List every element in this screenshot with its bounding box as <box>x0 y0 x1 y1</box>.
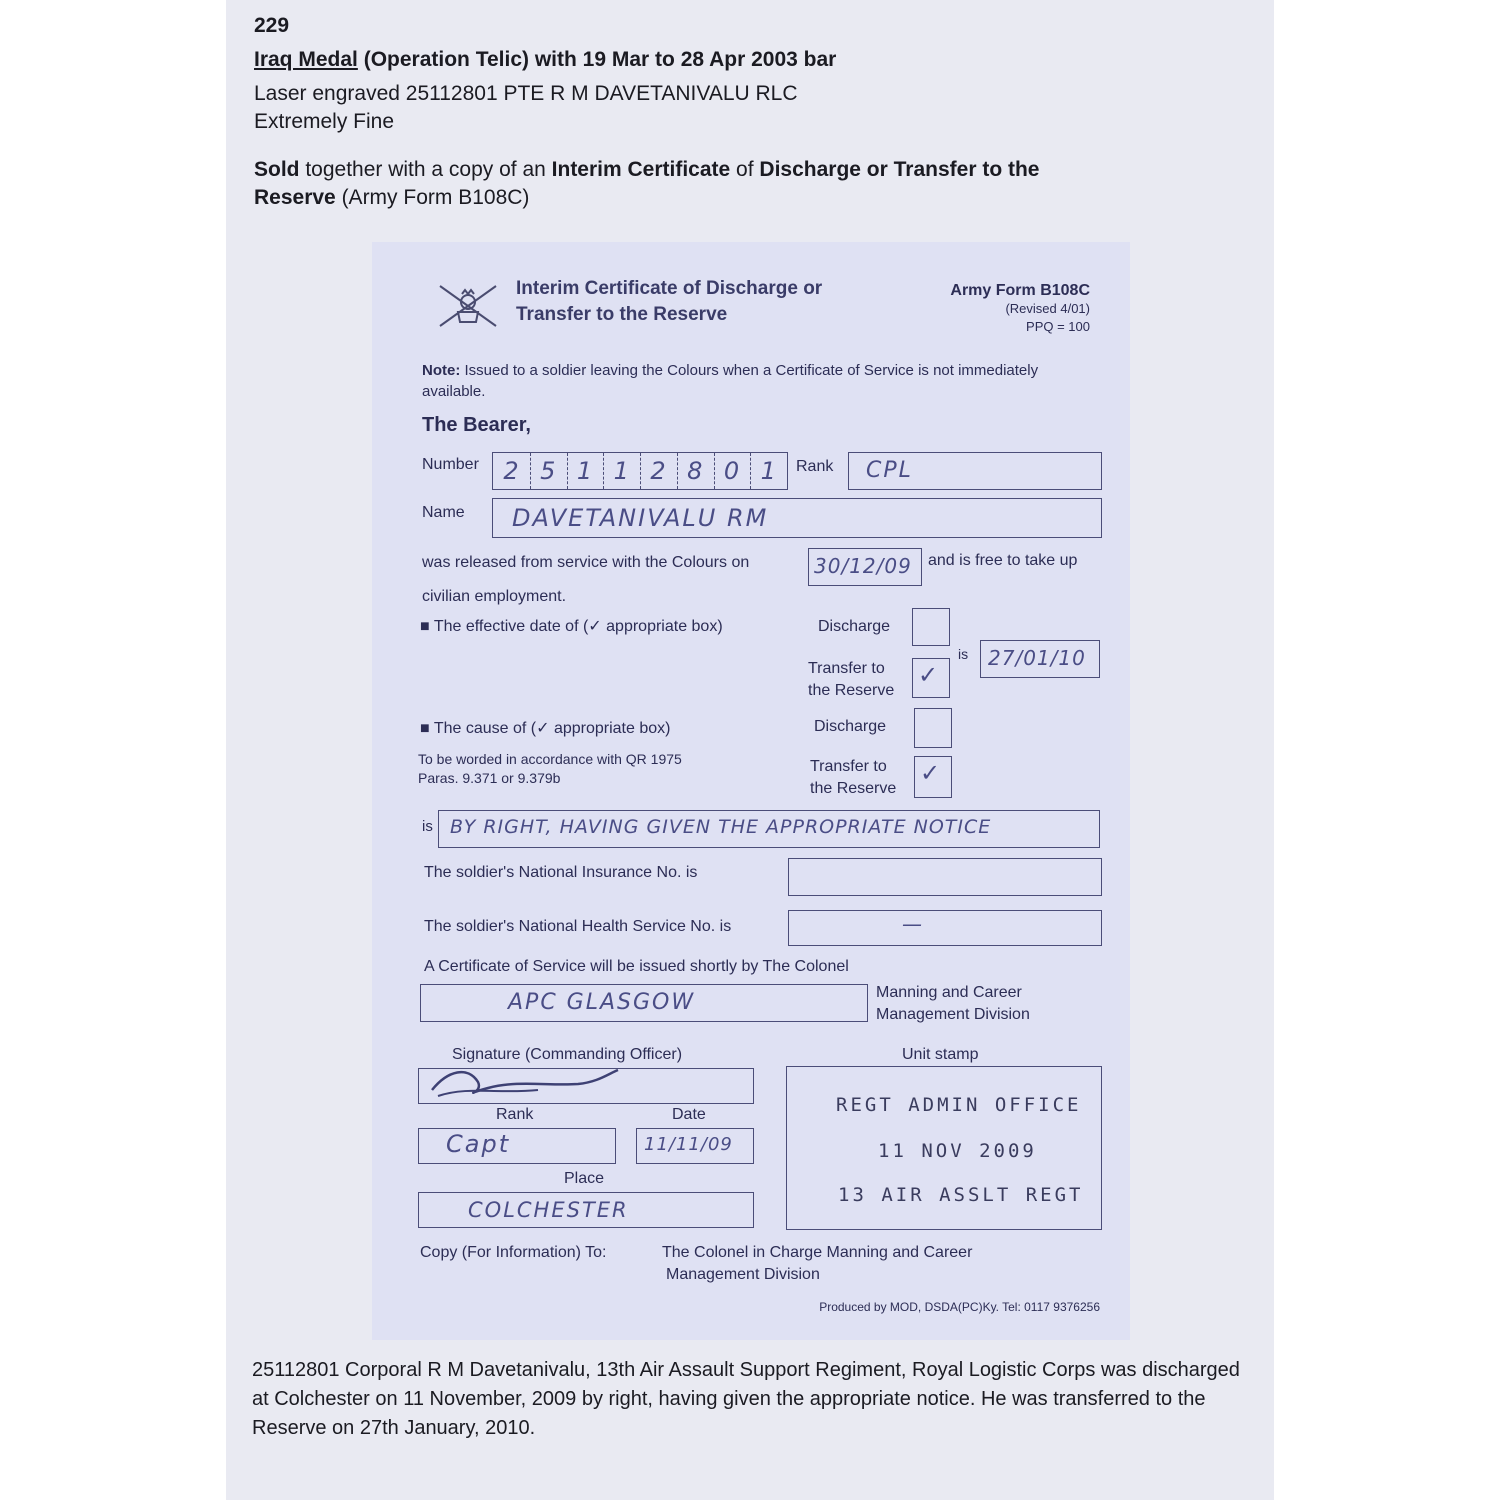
rank2-value: Capt <box>446 1130 511 1158</box>
unit-stamp-label: Unit stamp <box>902 1046 979 1063</box>
free-text: and is free to take up <box>928 552 1078 569</box>
sold-word: Sold <box>254 158 300 181</box>
number-digit: 1 <box>576 457 593 485</box>
effective-date-label: ■ The effective date of (✓ appropriate box) <box>420 618 723 635</box>
form-ppq: PPQ = 100 <box>1026 319 1090 334</box>
royal-crest-icon <box>436 282 500 330</box>
form-title <box>516 276 822 328</box>
ni-label: The soldier's National Insurance No. is <box>424 864 698 881</box>
stamp-line2: 11 NOV 2009 <box>878 1140 1037 1162</box>
mcmd-text <box>876 982 1030 1026</box>
medal-title <box>254 46 836 74</box>
date-label: Date <box>672 1106 706 1123</box>
army-form-number <box>950 282 1090 336</box>
sold-text-a: together with a copy of an <box>299 158 552 181</box>
sold-text-e: Reserve <box>254 186 336 209</box>
note-text: Issued to a soldier leaving the Colours when a Certificate of Service is not immediately available. <box>422 362 1039 400</box>
mcmd-line2: Management Division <box>876 1006 1030 1023</box>
number-digit: 0 <box>723 457 740 485</box>
sold-text-d: Discharge or Transfer to the <box>759 158 1040 181</box>
cause-value: BY RIGHT, HAVING GIVEN THE APPROPRIATE NOTICE <box>450 816 992 838</box>
transfer-label-2 <box>810 756 896 800</box>
released-date-value: 30/12/09 <box>814 554 912 578</box>
number-label: Number <box>422 456 479 473</box>
bearer-heading: The Bearer, <box>422 414 531 436</box>
rank2-label: Rank <box>496 1106 534 1123</box>
number-digit-cell <box>640 453 678 489</box>
engraving-line: Laser engraved 25112801 PTE R M DAVETANIVALU RLC <box>254 82 798 105</box>
discharge-label-1: Discharge <box>818 618 891 635</box>
transfer-label-1 <box>808 658 894 702</box>
qr-line2: Paras. 9.371 or 9.379b <box>418 770 561 786</box>
is-label-2: is <box>422 818 433 835</box>
grade-line: Extremely Fine <box>254 110 395 133</box>
medal-details: (Operation Telic) with 19 Mar to 28 Apr 2003 bar <box>357 48 837 71</box>
stamp-line3: 13 AIR ASSLT REGT <box>838 1184 1084 1206</box>
sold-text-c: of <box>730 158 760 181</box>
sold-text-f: (Army Form B108C) <box>335 186 530 209</box>
copy-line1: The Colonel in Charge Manning and Career <box>662 1244 973 1261</box>
form-revision: (Revised 4/01) <box>1005 301 1090 316</box>
footer-description: 25112801 Corporal R M Davetanivalu, 13th Air Assault Support Regiment, Royal Logistic Corps was discharged at Colchester on 11 November, 2009 by right, having given the appropriate notice. He was transferred to the Reserve on 27th January, 2010. <box>252 1359 1240 1439</box>
certificate-form <box>372 242 1130 1340</box>
form-title-line2: Transfer to the Reserve <box>516 304 728 325</box>
cause-text: The cause of (✓ appropriate box) <box>433 720 671 737</box>
sold-text-b: Interim Certificate <box>551 158 731 181</box>
transfer-label-1-line2: the Reserve <box>808 682 895 699</box>
place-value: COLCHESTER <box>468 1198 629 1222</box>
lot-number: 229 <box>254 14 290 37</box>
released-text: was released from service with the Colours on <box>422 554 750 571</box>
transfer-checkmark-1-icon: ✓ <box>918 662 939 689</box>
qr-reference <box>418 750 682 788</box>
number-field <box>492 452 788 490</box>
name-value: DAVETANIVALU RM <box>512 504 769 532</box>
medal-name: Iraq Medal <box>254 48 358 71</box>
copy-label: Copy (For Information) To: <box>420 1244 607 1261</box>
nhs-value: — <box>902 912 924 936</box>
transfer-label-1-line1: Transfer to <box>808 660 885 677</box>
discharge-label-2: Discharge <box>814 718 887 735</box>
transfer-label-2-line2: the Reserve <box>810 780 897 797</box>
form-note <box>422 360 1062 402</box>
transfer-label-2-line1: Transfer to <box>810 758 887 775</box>
number-digit: 1 <box>760 457 776 485</box>
cause-label: ■ The cause of (✓ appropriate box) <box>420 720 671 737</box>
mcmd-line1: Manning and Career <box>876 984 1022 1001</box>
signature-label: Signature (Commanding Officer) <box>452 1046 683 1063</box>
nhs-label: The soldier's National Health Service No. is <box>424 918 732 935</box>
sold-together-text <box>254 156 1114 212</box>
effective-date-value: 27/01/10 <box>988 646 1086 670</box>
number-digit: 2 <box>650 457 666 485</box>
qr-line1: To be worded in accordance with QR 1975 <box>418 751 682 767</box>
number-digit: 5 <box>540 457 556 485</box>
signature-scribble-icon <box>428 1060 628 1104</box>
form-title-line1: Interim Certificate of Discharge or <box>516 278 823 299</box>
number-digit-cell <box>567 453 605 489</box>
number-digit-cell <box>603 453 641 489</box>
army-form-code: Army Form B108C <box>950 282 1090 299</box>
name-label: Name <box>422 504 465 521</box>
rank-value: CPL <box>866 458 913 483</box>
stamp-line1: REGT ADMIN OFFICE <box>836 1094 1082 1116</box>
number-digit: 2 <box>503 457 519 485</box>
note-label: Note: <box>422 362 461 379</box>
document-page <box>226 0 1274 1500</box>
discharge-checkbox-1[interactable] <box>912 608 950 646</box>
colonel-value: APC GLASGOW <box>508 990 696 1015</box>
is-label-1: is <box>958 646 969 662</box>
date-value: 11/11/09 <box>644 1134 733 1155</box>
number-digit-cell <box>493 453 531 489</box>
number-digit-cell <box>750 453 787 489</box>
number-digit: 8 <box>687 457 703 485</box>
transfer-checkmark-2-icon: ✓ <box>920 760 941 787</box>
nhs-field <box>788 910 1102 946</box>
discharge-checkbox-2[interactable] <box>914 708 952 748</box>
number-digit-cell <box>677 453 715 489</box>
rank-label: Rank <box>796 458 834 475</box>
copy-recipient <box>662 1242 972 1286</box>
place-label: Place <box>564 1170 605 1187</box>
civilian-text: civilian employment. <box>422 588 567 605</box>
effective-date-text: The effective date of (✓ appropriate box) <box>433 618 723 635</box>
number-digit: 1 <box>613 457 629 485</box>
certificate-text: A Certificate of Service will be issued shortly by The Colonel <box>424 958 849 975</box>
copy-line2: Management Division <box>666 1266 820 1283</box>
ni-field <box>788 858 1102 896</box>
number-digit-cell <box>530 453 568 489</box>
produced-by: Produced by MOD, DSDA(PC)Ky. Tel: 0117 9376256 <box>819 1300 1100 1314</box>
number-digit-cell <box>714 453 752 489</box>
